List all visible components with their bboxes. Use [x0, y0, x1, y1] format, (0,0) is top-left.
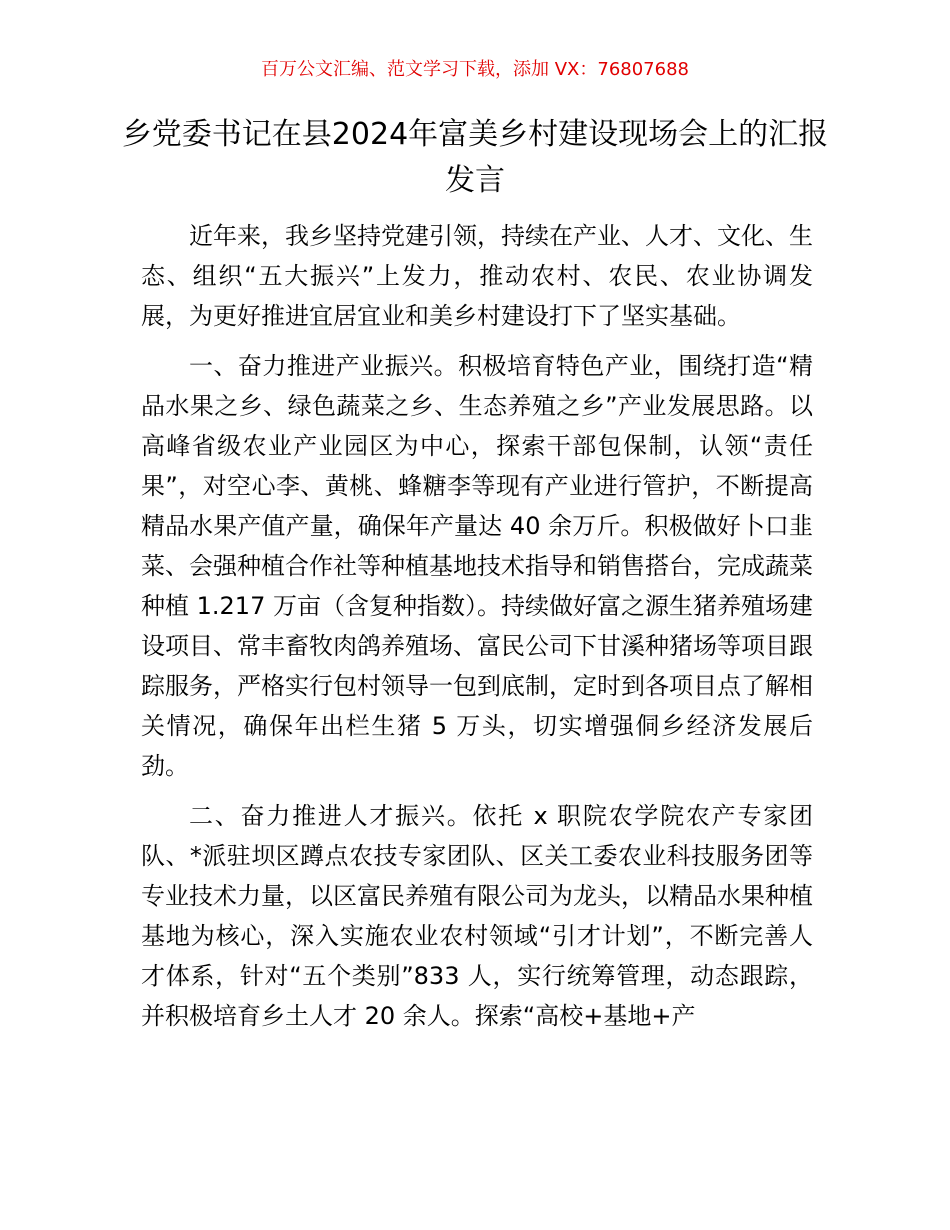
promo-header: 百万公文汇编、范文学习下载，添加 VX：76807688 [261, 59, 689, 80]
paragraph-talent: 二、奋力推进人才振兴。依托 x 职院农学院农产专家团队、*派驻坝区蹲点农技专家团队、区关工委农业科技服务团等专业技术力量，以区富民养殖有限公司为龙头，以精品水果种植基地为核心，深入实施农业农村领域“引才计划”，不断完善人才体系，针对“五个类别”833 人，实行统筹管理，动态跟踪，并积极培育乡土人才 20 余人。探索“高校+基地+产 [141, 802, 813, 1030]
paragraph-industry: 一、奋力推进产业振兴。积极培育特色产业，围绕打造“精品水果之乡、绿色蔬菜之乡、生态养殖之乡”产业发展思路。以高峰省级农业产业园区为中心，探索干部包保制，认领“责任果”，对空心李、黄桃、蜂糖李等现有产业进行管护，不断提高精品水果产值产量，确保年产量达 40 余万斤。积极做好卜口韭菜、会强种植合作社等种植基地技术指导和销售搭台，完成蔬菜种植 1.217 万亩（含复种指数）。持续做好富之源生猪养殖场建设项目、常丰畜牧肉鸽养殖场、富民公司下甘溪种猪场等项目跟踪服务，严格实行包村领导一包到底制，定时到各项目点了解相关情况，确保年出栏生猪 5 万头，切实增强侗乡经济发展后劲。 [141, 352, 813, 780]
paragraph-intro: 近年来，我乡坚持党建引领，持续在产业、人才、文化、生态、组织“五大振兴”上发力，推动农村、农民、农业协调发展，为更好推进宜居宜业和美乡村建设打下了坚实基础。 [141, 222, 813, 330]
document-title: 乡党委书记在县2024年富美乡村建设现场会上的汇报发言 [121, 117, 829, 198]
document-body [141, 216, 813, 1046]
